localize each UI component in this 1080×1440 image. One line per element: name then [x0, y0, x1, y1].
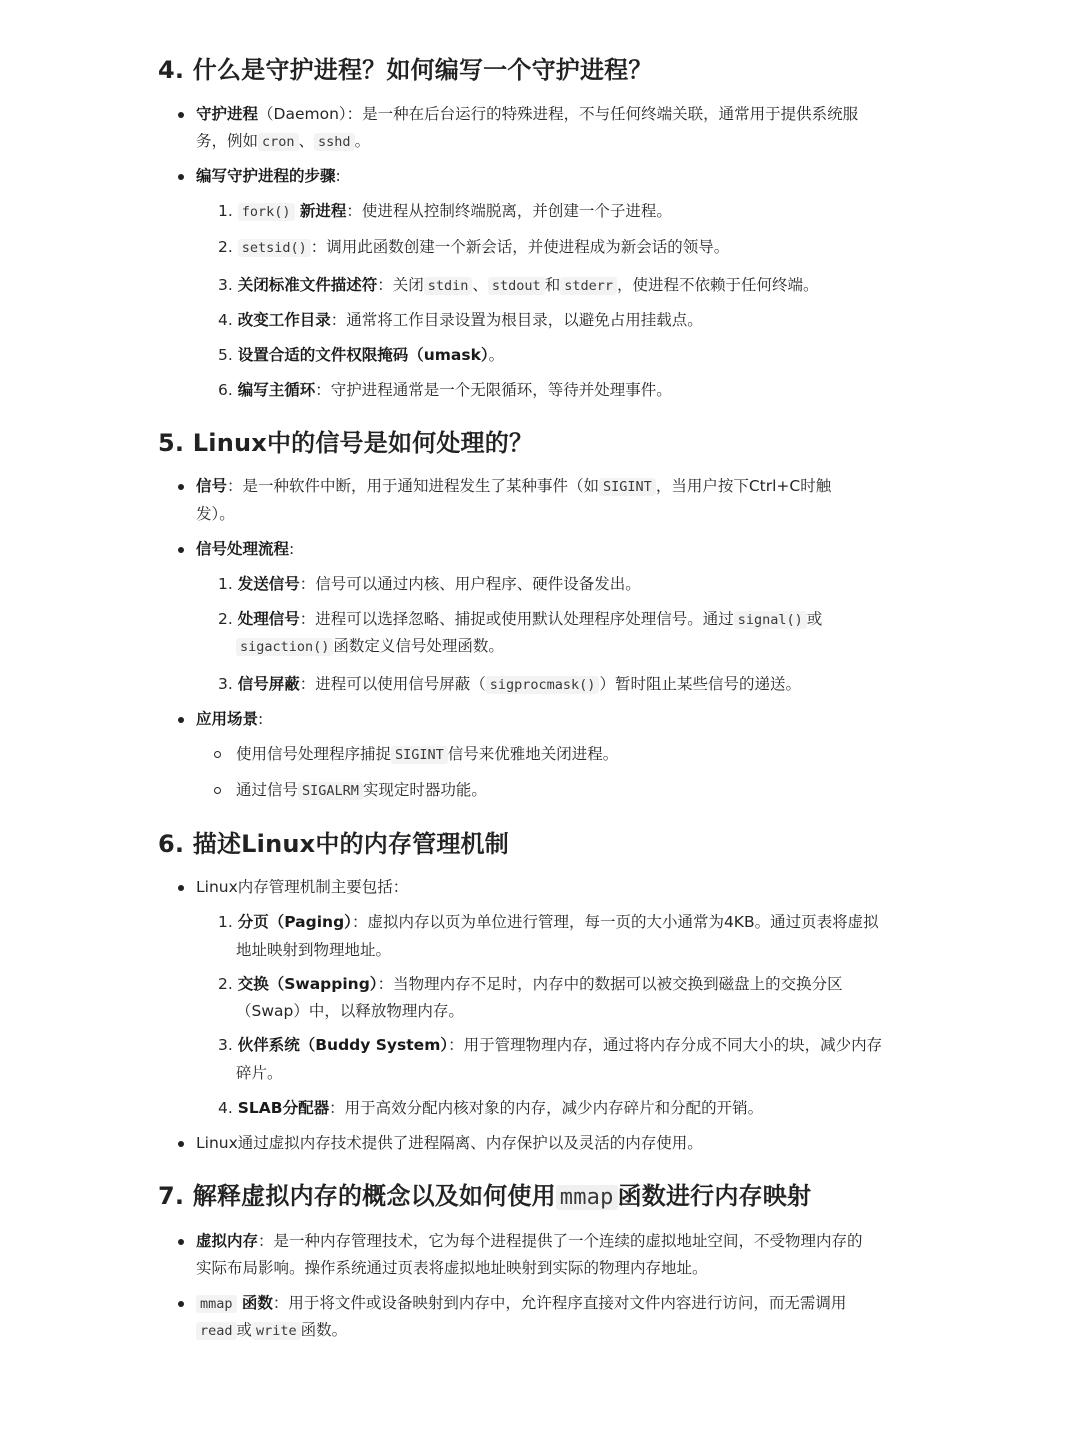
circle-bullet-icon	[214, 787, 221, 794]
daemon-definition-cont: 务，例如 cron 、 sshd 。	[196, 132, 371, 150]
memory-item: 2. 交换（Swapping）：当物理内存不足时，内存中的数据可以被交换到磁盘上的交换分区	[218, 975, 843, 993]
signal-definition: 信号：是一种软件中断，用于通知进程发生了某种事件（如 SIGINT ，当用户按下Ctrl+C时触	[196, 477, 832, 495]
bullet-icon	[178, 174, 184, 180]
signal-definition-cont: 发）。	[196, 505, 235, 523]
flow-heading: 信号处理流程:	[196, 540, 295, 558]
memory-intro: Linux内存管理机制主要包括：	[196, 878, 409, 896]
flow-item-cont: sigaction() 函数定义信号处理函数。	[236, 636, 504, 657]
steps-heading: 编写守护进程的步骤:	[196, 167, 341, 185]
memory-item-cont: 碎片。	[236, 1064, 283, 1082]
daemon-definition: 守护进程（Daemon）：是一种在后台运行的特殊进程，不与任何终端关联，通常用于提供系统服	[196, 105, 859, 123]
memory-item: 1. 分页（Paging）：虚拟内存以页为单位进行管理，每一页的大小通常为4KB。通过页表将虚拟	[218, 913, 879, 931]
step-item: 5. 设置合适的文件权限掩码（umask）。	[218, 346, 505, 364]
memory-item-cont: （Swap）中，以释放物理内存。	[236, 1002, 464, 1020]
bullet-icon	[178, 885, 184, 891]
virtual-memory-definition: 虚拟内存：是一种内存管理技术，它为每个进程提供了一个连续的虚拟地址空间，不受物理内存的	[196, 1232, 863, 1250]
memory-item: 4. SLAB分配器：用于高效分配内核对象的内存，减少内存碎片和分配的开销。	[218, 1099, 764, 1117]
bullet-icon	[178, 112, 184, 118]
step-item: 4. 改变工作目录：通常将工作目录设置为根目录，以避免占用挂载点。	[218, 311, 703, 329]
step-item: 2. setsid() ：调用此函数创建一个新会话，并使进程成为新会话的领导。	[218, 238, 730, 256]
mmap-definition: mmap 函数：用于将文件或设备映射到内存中，允许程序直接对文件内容进行访问，而无需调用	[196, 1293, 846, 1314]
step-item: 3. 关闭标准文件描述符：关闭 stdin 、 stdout 和 stderr ，使进程不依赖于任何终端。	[218, 276, 819, 294]
memory-item-cont: 地址映射到物理地址。	[236, 941, 392, 959]
section-5-title: 5. Linux中的信号是如何处理的？	[158, 429, 534, 457]
flow-item: 3. 信号屏蔽：进程可以使用信号屏蔽（ sigprocmask() ）暂时阻止某些信号的递送。	[218, 675, 801, 693]
usage-heading: 应用场景:	[196, 710, 264, 728]
memory-summary: Linux通过虚拟内存技术提供了进程隔离、内存保护以及灵活的内存使用。	[196, 1134, 703, 1152]
memory-item: 3. 伙伴系统（Buddy System）：用于管理物理内存，通过将内存分成不同大小的块，减少内存	[218, 1036, 883, 1054]
virtual-memory-definition-cont: 实际布局影响。操作系统通过页表将虚拟地址映射到实际的物理内存地址。	[196, 1259, 708, 1277]
bullet-icon	[178, 1141, 184, 1147]
section-4-title: 4. 什么是守护进程？如何编写一个守护进程？	[158, 56, 653, 84]
flow-item: 1. 发送信号：信号可以通过内核、用户程序、硬件设备发出。	[218, 575, 641, 593]
usage-item: 通过信号 SIGALRM 实现定时器功能。	[236, 781, 487, 799]
step-item: 6. 编写主循环：守护进程通常是一个无限循环，等待并处理事件。	[218, 381, 672, 399]
flow-item: 2. 处理信号：进程可以选择忽略、捕捉或使用默认处理程序处理信号。通过 signal() 或	[218, 610, 823, 628]
bullet-icon	[178, 1239, 184, 1245]
step-item: 1. fork() 新进程：使进程从控制终端脱离，并创建一个子进程。	[218, 202, 672, 220]
bullet-icon	[178, 717, 184, 723]
bullet-icon	[178, 547, 184, 553]
usage-item: 使用信号处理程序捕捉 SIGINT 信号来优雅地关闭进程。	[236, 745, 619, 763]
bullet-icon	[178, 1301, 184, 1307]
bullet-icon	[178, 484, 184, 490]
circle-bullet-icon	[214, 751, 221, 758]
section-6-title: 6. 描述Linux中的内存管理机制	[158, 830, 509, 858]
section-7-title: 7. 解释虚拟内存的概念以及如何使用 mmap 函数进行内存映射	[158, 1182, 812, 1210]
mmap-definition-cont: read 或 write 函数。	[196, 1320, 347, 1341]
